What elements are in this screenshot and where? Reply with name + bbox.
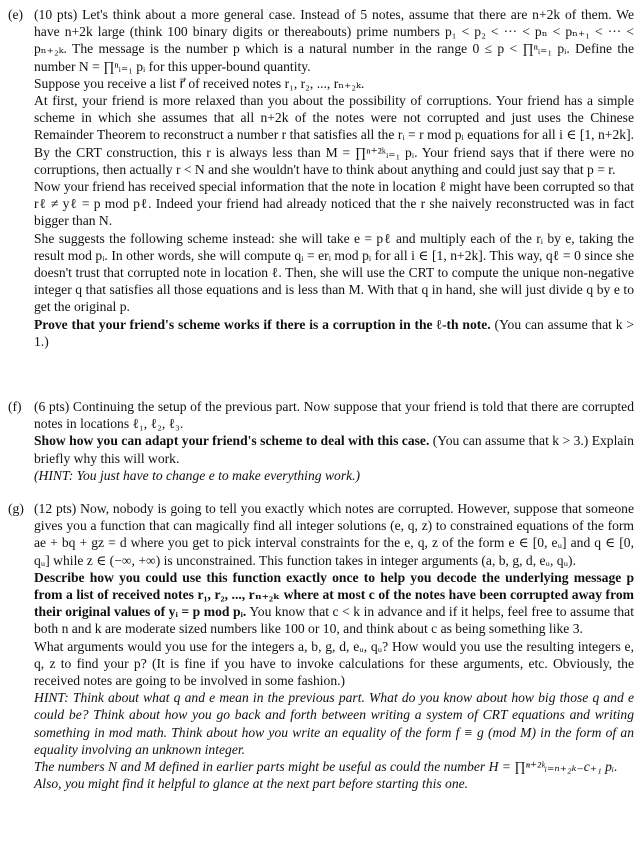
part-e-naive-scheme: At first, your friend is more relaxed than you about the possibility of corruptions. Your friend has a simple scheme in which she assumes that all n+2k of the notes were not corrupted and just uses the Chinese Remainder Theorem to reconstruct a number r that satisfies all the rᵢ = r mod pᵢ equations for all i ∈ [1, n+2k]. By the CRT construction, this r is always less than M = ∏ⁿ⁺²ᵏᵢ₌₁ pᵢ. Your friend says that if there were no corruptions, then actually r < N and she wouldn't have to think about anything and could just say that p = r.	[34, 93, 634, 177]
part-f	[8, 398, 634, 484]
part-g-task-bold: Describe how you could use this function exactly once to help you decode the underlying message p from a list of received notes r₁, r₂, ..., rₙ₊₂ₖ where at most c of the notes have been corrupted away from their original values of yᵢ = p mod pᵢ.	[34, 569, 634, 620]
part-f-hint: (HINT: You just have to change e to make everything work.)	[34, 467, 361, 483]
part-f-task-note: (You can assume that k > 3.) Explain briefly why this will work.	[34, 433, 634, 466]
part-g-task-note: You know that c < k in advance and if it helps, feel free to assume that both n and k are moderate sized numbers like 100 or 10, and think about c as being something like 3.	[34, 604, 634, 637]
part-e-label: (e)	[8, 7, 24, 22]
part-f-label: (f)	[8, 399, 22, 414]
part-g-intro: (12 pts) Now, nobody is going to tell you exactly which notes are corrupted. However, suppose that someone gives you a function that can magically find all integer solutions (e, q, z) to constrained equations of the form ae + bq + gz = d where you get to pick interval constraints for the e, q, z of the form e ∈ [0, eᵤ] and q ∈ [0, qᵤ] while z ∈ (−∞, +∞) is unconstrained. This function takes in integer arguments (a, b, g, d, eᵤ, qᵤ).	[34, 501, 634, 568]
part-e	[8, 6, 634, 350]
part-f-intro: (6 pts) Continuing the setup of the previous part. Now suppose that your friend is told that there are corrupted notes in locations ℓ₁, ℓ₂, ℓ₃.	[34, 399, 634, 432]
part-g-hint-3: Also, you might find it helpful to glance at the next part before starting this one.	[34, 776, 469, 792]
part-e-task-bold: Prove that your friend's scheme works if there is a corruption in the ℓ-th note.	[34, 316, 491, 332]
part-e-task	[34, 316, 634, 350]
part-g	[8, 500, 634, 792]
part-e-received-notes: Suppose you receive a list r⃗ of received notes r₁, r₂, ..., rₙ₊₂ₖ.	[34, 75, 365, 91]
part-g-label: (g)	[8, 501, 24, 516]
part-e-task-note: (You can assume that k > 1.)	[34, 316, 634, 349]
part-g-hint-1: HINT: Think about what q and e mean in the previous part. What do you know about how big those q and e could be? Think about how you go back and forth between writing a system of CRT equations and writing something in mod math. Think about how you write an equality of the form f ≡ g (mod M) in the form of an equality involving an unknown integer.	[34, 690, 634, 757]
part-g-hint-2: The numbers N and M defined in earlier parts might be useful as could the number H = ∏ⁿ⁺²ᵏᵢ₌ₙ₊₂ₖ₋c₊₁ pᵢ.	[34, 759, 618, 775]
part-f-task	[34, 432, 634, 466]
part-e-special-info: Now your friend has received special information that the note in location ℓ might have been corrupted so that rℓ ≠ yℓ = p mod pℓ. Indeed your friend had already noticed that the r she naively reconstructed was in fact bigger than N.	[34, 179, 634, 229]
part-e-intro: (10 pts) Let's think about a more general case. Instead of 5 notes, assume that there are n+2k of them. We have n+2k large (think 100 binary digits or thereabouts) prime numbers p₁ < p₂ < ··· < pₙ < pₙ₊₁ < ··· < pₙ₊₂ₖ. The message is the number p which is a natural number in the range 0 ≤ p < ∏ⁿᵢ₌₁ pᵢ. Define the number N = ∏ⁿᵢ₌₁ pᵢ for this upper-bound quantity.	[34, 7, 634, 74]
part-e-new-scheme: She suggests the following scheme instead: she will take e = pℓ and multiply each of the rᵢ by e, taking the result mod pᵢ. In other words, she will compute qᵢ = erᵢ mod pᵢ for all i ∈ [1, n+2k]. This way, qℓ = 0 since she doesn't trust that corrupted note in location ℓ. Then, she will use the CRT to compute the unique non-negative integer q that satisfies all those equations and is less than M. With that q in hand, she will just divide q by e to get the original p.	[34, 230, 634, 315]
part-g-arguments-question: What arguments would you use for the integers a, b, g, d, eᵤ, qᵤ? How would you use the resulting integers e, q, z to find your p? (It is fine if you have to invoke calculations for these arguments, etc. Obviously, the received notes are going to be involved in some fashion.)	[34, 638, 634, 689]
part-f-task-bold: Show how you can adapt your friend's scheme to deal with this case.	[34, 433, 430, 449]
part-g-task	[34, 569, 634, 638]
